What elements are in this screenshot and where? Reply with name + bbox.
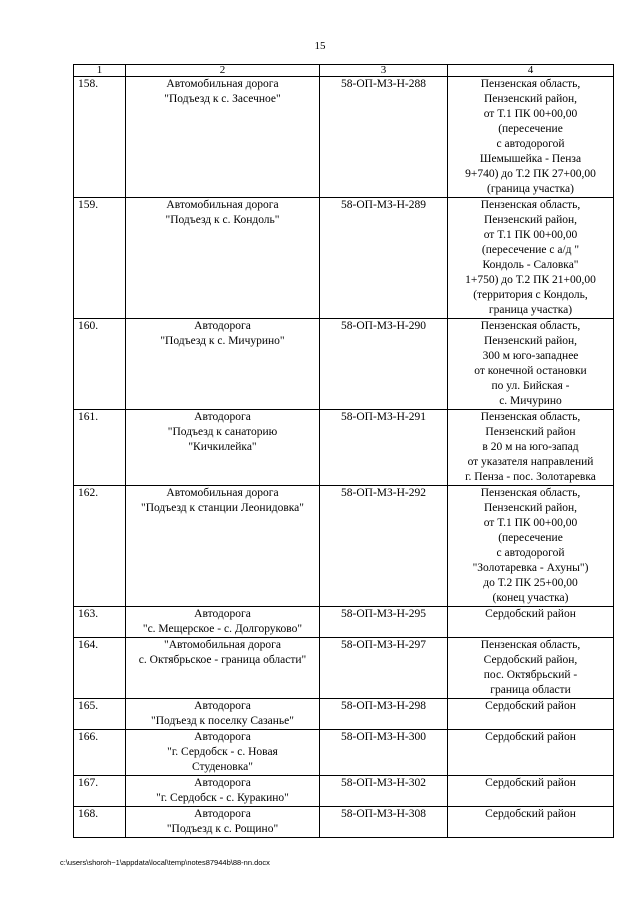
table-row [74,77,614,198]
road-id-code: 58-ОП-МЗ-Н-292 [320,486,448,607]
road-id-code: 58-ОП-МЗ-Н-291 [320,410,448,486]
table-row [74,776,614,807]
location-line: 1+750) до Т.2 ПК 21+00,00 [465,274,596,286]
row-number: 162. [74,486,126,607]
location-line: Сердобский район [485,700,576,712]
location-line: Пензенская область, [480,320,581,332]
road-name-line: "Подъезд к с. Кондоль" [165,214,280,226]
column-header-1: 1 [74,65,126,77]
location-line: граница участка) [488,304,573,316]
location-line: Пензенский район, [483,93,578,105]
road-name-line: Автодорога [194,700,251,712]
header-row [74,65,614,77]
location-line: (пересечение [498,123,563,135]
row-number: 159. [74,198,126,319]
road-location-cell [448,730,614,776]
road-name-line: Автомобильная дорога [166,487,279,499]
location-line: (конец участка) [492,592,569,604]
location-line: (территория с Кондоль, [473,289,588,301]
column-header-3: 3 [320,65,448,77]
location-line: г. Пенза - пос. Золотаревка [465,471,596,483]
road-name-cell [126,776,320,807]
location-line: Пензенская область, [480,78,581,90]
road-name-cell [126,607,320,638]
road-name-line: "г. Сердобск - с. Новая [167,746,278,758]
row-number: 167. [74,776,126,807]
page-number: 15 [314,40,326,52]
road-name-line: "Автомобильная дорога [164,639,281,651]
road-name-cell [126,77,320,198]
location-line: Сердобский район [485,808,576,820]
location-line: от Т.1 ПК 00+00,00 [483,108,578,120]
table-header [74,65,614,77]
road-location-cell [448,486,614,607]
road-name-line: "Подъезд к с. Мичурино" [160,335,285,347]
road-location-cell [448,77,614,198]
location-line: 9+740) до Т.2 ПК 27+00,00 [465,168,596,180]
table-row [74,486,614,607]
location-line: от конечной остановки [474,365,587,377]
road-name-cell [126,410,320,486]
road-id-code: 58-ОП-МЗ-Н-300 [320,730,448,776]
road-location-cell [448,319,614,410]
road-name-cell [126,198,320,319]
location-line: "Золотаревка - Ахуны") [472,562,589,574]
location-line: с. Мичурино [499,395,562,407]
table-row [74,730,614,776]
road-name-line: "г. Сердобск - с. Куракино" [156,792,289,804]
location-line: с автодорогой [496,138,565,150]
table-row [74,410,614,486]
column-header-4: 4 [448,65,614,77]
road-name-line: Автодорога [194,731,251,743]
road-location-cell [448,410,614,486]
row-number: 158. [74,77,126,198]
location-line: Пензенская область, [480,411,581,423]
row-number: 163. [74,607,126,638]
road-name-line: Автодорога [194,320,251,332]
location-line: (пересечение [498,532,563,544]
road-id-code: 58-ОП-МЗ-Н-288 [320,77,448,198]
row-number: 168. [74,807,126,838]
road-name-line: "с. Мещерское - с. Долгоруково" [142,623,303,635]
road-id-code: 58-ОП-МЗ-Н-289 [320,198,448,319]
road-location-cell [448,638,614,699]
road-id-code: 58-ОП-МЗ-Н-290 [320,319,448,410]
location-line: от Т.1 ПК 00+00,00 [483,517,578,529]
document-file-path: c:\users\shoroh~1\appdata\local\temp\notes87944b\88-nn.docx [60,858,270,867]
road-name-line: Студеновка" [192,761,253,773]
road-id-code: 58-ОП-МЗ-Н-295 [320,607,448,638]
road-location-cell [448,607,614,638]
road-name-cell [126,699,320,730]
location-line: пос. Октябрьский - [483,669,578,681]
road-name-line: Автодорога [194,608,251,620]
road-name-cell [126,486,320,607]
road-name-line: Автомобильная дорога [166,78,279,90]
road-id-code: 58-ОП-МЗ-Н-302 [320,776,448,807]
location-line: Шемышейка - Пенза [479,153,582,165]
location-line: Пензенская область, [480,199,581,211]
road-id-code: 58-ОП-МЗ-Н-297 [320,638,448,699]
location-line: Пензенский район [485,426,576,438]
location-line: (граница участка) [487,183,574,195]
road-name-line: "Кичкилейка" [188,441,257,453]
road-location-cell [448,807,614,838]
road-name-cell [126,638,320,699]
location-line: с автодорогой [496,547,565,559]
location-line: от указателя направлений [467,456,594,468]
location-line: Пензенский район, [483,502,578,514]
road-name-line: "Подъезд к с. Засечное" [164,93,281,105]
table-row [74,699,614,730]
road-name-line: Автодорога [194,411,251,423]
location-line: до Т.2 ПК 25+00,00 [483,577,578,589]
road-name-line: "Подъезд к санаторию [167,426,278,438]
row-number: 164. [74,638,126,699]
road-id-code: 58-ОП-МЗ-Н-298 [320,699,448,730]
location-line: от Т.1 ПК 00+00,00 [483,229,578,241]
location-line: (пересечение с а/д " [481,244,580,256]
location-line: Сердобский район [485,777,576,789]
table-row [74,198,614,319]
location-line: граница области [490,684,571,696]
road-name-line: "Подъезд к станции Леонидовка" [141,502,304,514]
road-id-code: 58-ОП-МЗ-Н-308 [320,807,448,838]
road-name-line: с. Октябрьское - граница области" [138,654,307,666]
column-header-2: 2 [126,65,320,77]
road-name-line: "Подъезд к с. Рощино" [166,823,279,835]
location-line: Сердобский район [485,608,576,620]
location-line: Пензенская область, [480,487,581,499]
road-name-cell [126,730,320,776]
location-line: Кондоль - Саловка" [482,259,579,271]
road-name-line: Автодорога [194,777,251,789]
table-row [74,319,614,410]
table-row [74,638,614,699]
road-name-cell [126,319,320,410]
road-name-cell [126,807,320,838]
road-name-line: Автодорога [194,808,251,820]
table-body [74,77,614,838]
road-name-line: "Подъезд к поселку Сазанье" [151,715,294,727]
location-line: Сердобский район, [483,654,578,666]
location-line: 300 м юго-западнее [482,350,579,362]
road-location-cell [448,198,614,319]
location-line: Пензенский район, [483,214,578,226]
row-number: 161. [74,410,126,486]
location-line: в 20 м на юго-запад [482,441,579,453]
location-line: по ул. Бийская - [491,380,570,392]
road-register-table [73,64,614,838]
location-line: Пензенская область, [480,639,581,651]
location-line: Сердобский район [485,731,576,743]
table-row [74,807,614,838]
row-number: 165. [74,699,126,730]
row-number: 160. [74,319,126,410]
road-name-line: Автомобильная дорога [166,199,279,211]
road-location-cell [448,776,614,807]
row-number: 166. [74,730,126,776]
road-location-cell [448,699,614,730]
location-line: Пензенский район, [483,335,578,347]
table-row [74,607,614,638]
